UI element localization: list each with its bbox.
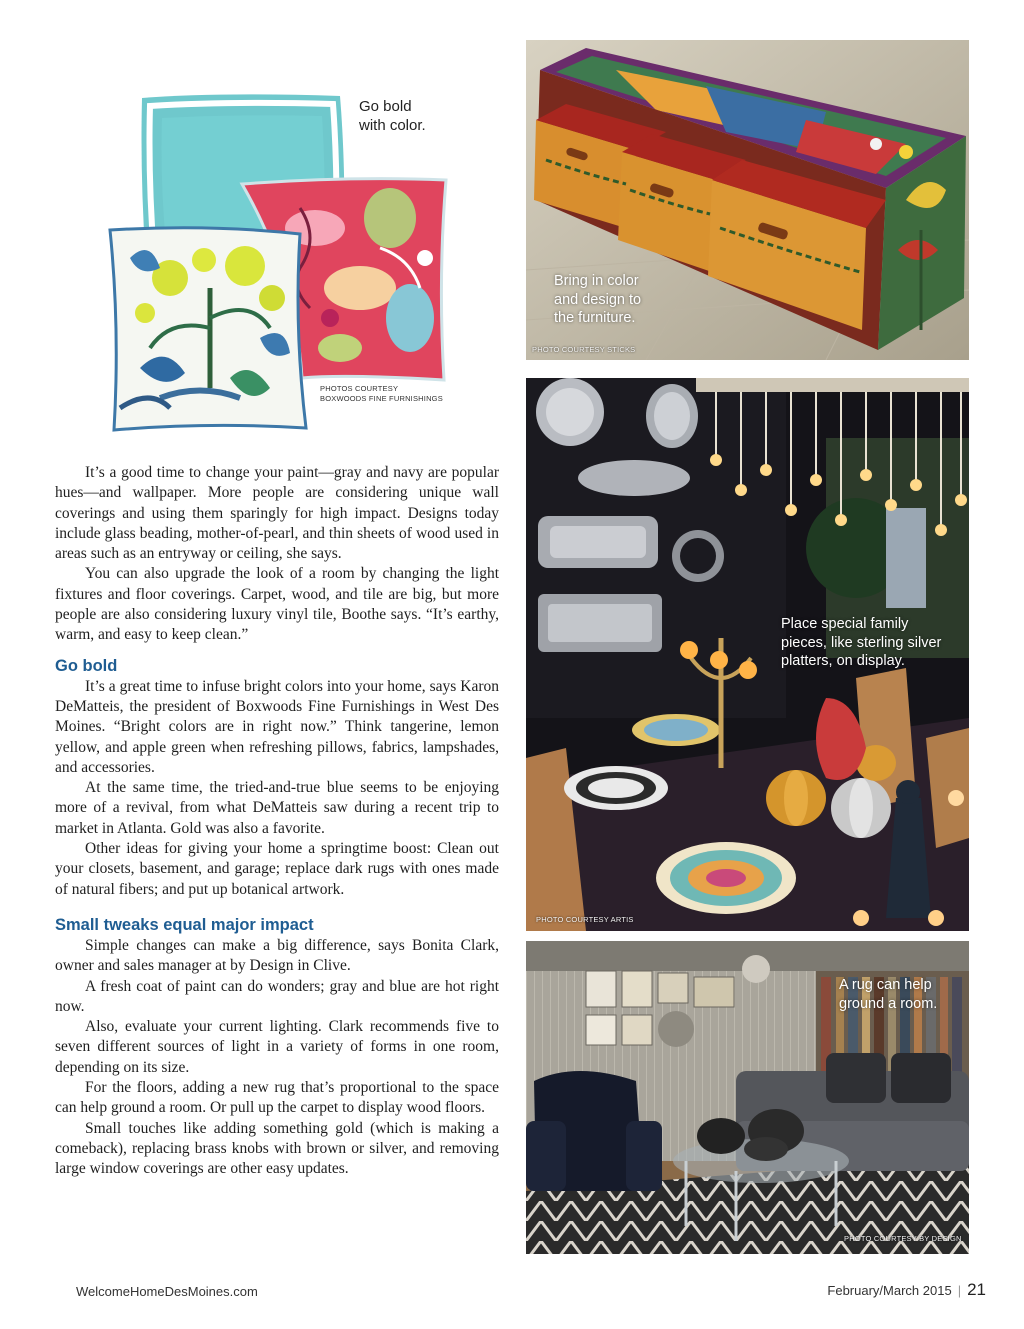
furniture-photo-credit: PHOTO COURTESY STICKS (532, 345, 636, 354)
article-paragraph: At the same time, the tried-and-true blue seems to be enjoying more of a revival, from what DeMatteis saw during a recent trip to market in Atlanta. Gold was also a favorite. (55, 779, 499, 837)
footer-issue-date: February/March 2015 (827, 1283, 952, 1298)
footer-issue-info (827, 1280, 986, 1300)
pillows-photo (100, 88, 460, 438)
article-paragraph: Small touches like adding something gold (which is making a comeback), replacing brass knobs with brown or silver, and removing large window coverings are other easy updates. (55, 1119, 499, 1178)
living-room-photo-credit: PHOTO COURTESY BY DESIGN (844, 1234, 962, 1243)
pillow-photo-credit: PHOTOS COURTESY BOXWOODS FINE FURNISHINGS (320, 384, 443, 403)
furniture-caption: Bring in color and design to the furniture. (554, 273, 642, 326)
section-heading-small-tweaks: Small tweaks equal major impact (55, 915, 314, 934)
dining-caption: Place special family pieces, like sterling silver platters, on display. (781, 616, 942, 669)
dining-photo (526, 378, 969, 931)
article-paragraph: For the floors, adding a new rug that’s proportional to the space can help ground a room. Or pull up the carpet to display wood floors. (55, 1079, 499, 1117)
article-paragraph: Other ideas for giving your home a springtime boost: Clean out your closets, basement, and garage; replace dark rugs with ones made of natural fibers; and put up botanical artwork. (55, 840, 499, 898)
dining-photo-credit: PHOTO COURTESY ARTIS (536, 915, 634, 924)
article-paragraph: It’s a great time to infuse bright colors into your home, says Karon DeMatteis, the president of Boxwoods Fine Furnishings in West Des Moines. “Bright colors are in right now.” Think tangerine, lemon yellow, and apple green when refreshing pillows, fabrics, lampshades, and accessories. (55, 677, 499, 776)
footer-separator: | (957, 1283, 962, 1298)
article-paragraph: You can also upgrade the look of a room by changing the light fixtures and floor coverings. Carpet, wood, and tile are big, but more people are also considering luxury vinyl tile, Boothe says. “It’s earthy, warm, and easy to keep clean.” (55, 565, 499, 644)
article-paragraph: Also, evaluate your current lighting. Clark recommends five to seven different sources of light in a variety of forms in one room, depending on its size. (55, 1018, 499, 1076)
furniture-photo (526, 40, 969, 360)
living-room-photo (526, 941, 969, 1254)
footer-website: WelcomeHomeDesMoines.com (76, 1284, 258, 1299)
living-room-caption: A rug can help ground a room. (839, 977, 938, 1012)
section-heading-go-bold: Go bold (55, 656, 118, 675)
pillow-caption: Go bold with color. (359, 98, 426, 134)
page-number: 21 (967, 1280, 986, 1299)
article-body (55, 463, 499, 1180)
article-paragraph: It’s a good time to change your paint—gray and navy are popular hues—and wallpaper. More people are considering unique wall coverings and using them sparingly for high impact. Designs today include glass beading, mother-of-pearl, and thin sheets of wood used in areas such as an entryway or ceiling, she says. (55, 464, 499, 563)
article-paragraph: Simple changes can make a big difference, says Bonita Clark, owner and sales manager at by Design in Clive. (55, 936, 499, 975)
article-paragraph: A fresh coat of paint can do wonders; gray and blue are hot right now. (55, 977, 499, 1015)
